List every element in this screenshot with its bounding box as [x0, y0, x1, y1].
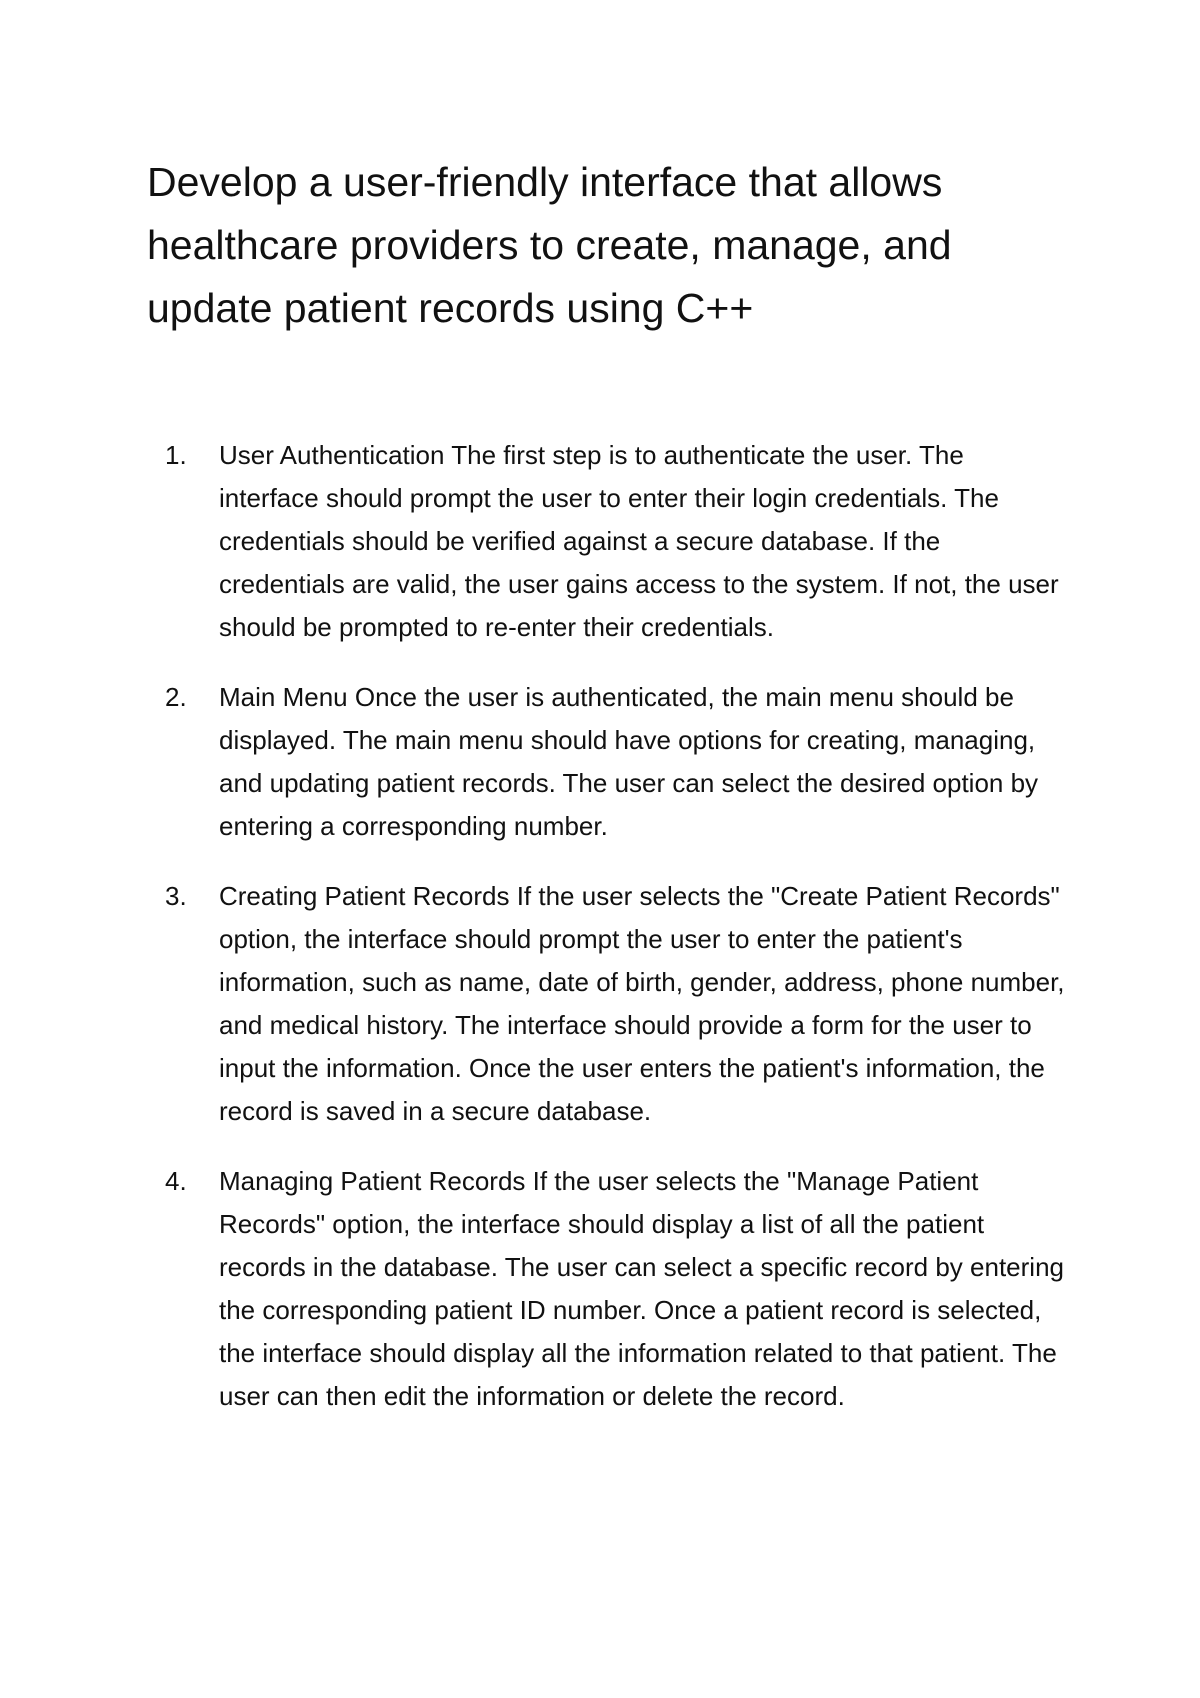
list-number: 1. — [165, 440, 187, 470]
list-item-user-authentication — [165, 434, 1065, 649]
list-item-text: Main Menu Once the user is authenticated, the main menu should be displayed. The main menu should have options for creating, managing, and updating patient records. The user can select the desired option by entering a corresponding number. — [219, 682, 1039, 841]
list-item-creating-patient-records — [165, 875, 1065, 1133]
numbered-step-list — [165, 434, 1065, 1445]
list-number: 3. — [165, 881, 187, 911]
list-number: 2. — [165, 682, 187, 712]
list-item-text: Managing Patient Records If the user selects the "Manage Patient Records" option, the interface should display a list of all the patient records in the database. The user can select a specific record by entering the corresponding patient ID number. Once a patient record is selected, the interface should display all the information related to that patient. The user can then edit the information or delete the record. — [219, 1166, 1064, 1411]
list-item-main-menu — [165, 676, 1065, 848]
list-item-text: User Authentication The first step is to authenticate the user. The interface should prompt the user to enter their login credentials. The credentials should be verified against a secure database. If the credentials are valid, the user gains access to the system. If not, the user should be prompted to re-enter their credentials. — [219, 440, 1059, 642]
list-number: 4. — [165, 1166, 187, 1196]
document-title: Develop a user-friendly interface that allows healthcare providers to create, manage, and update patient records using C++ — [147, 159, 952, 331]
list-item-text: Creating Patient Records If the user selects the "Create Patient Records" option, the interface should prompt the user to enter the patient's information, such as name, date of birth, gender, address, phone number, and medical history. The interface should provide a form for the user to input the information. Once the user enters the patient's information, the record is saved in a secure database. — [219, 881, 1065, 1126]
list-item-managing-patient-records — [165, 1160, 1065, 1418]
